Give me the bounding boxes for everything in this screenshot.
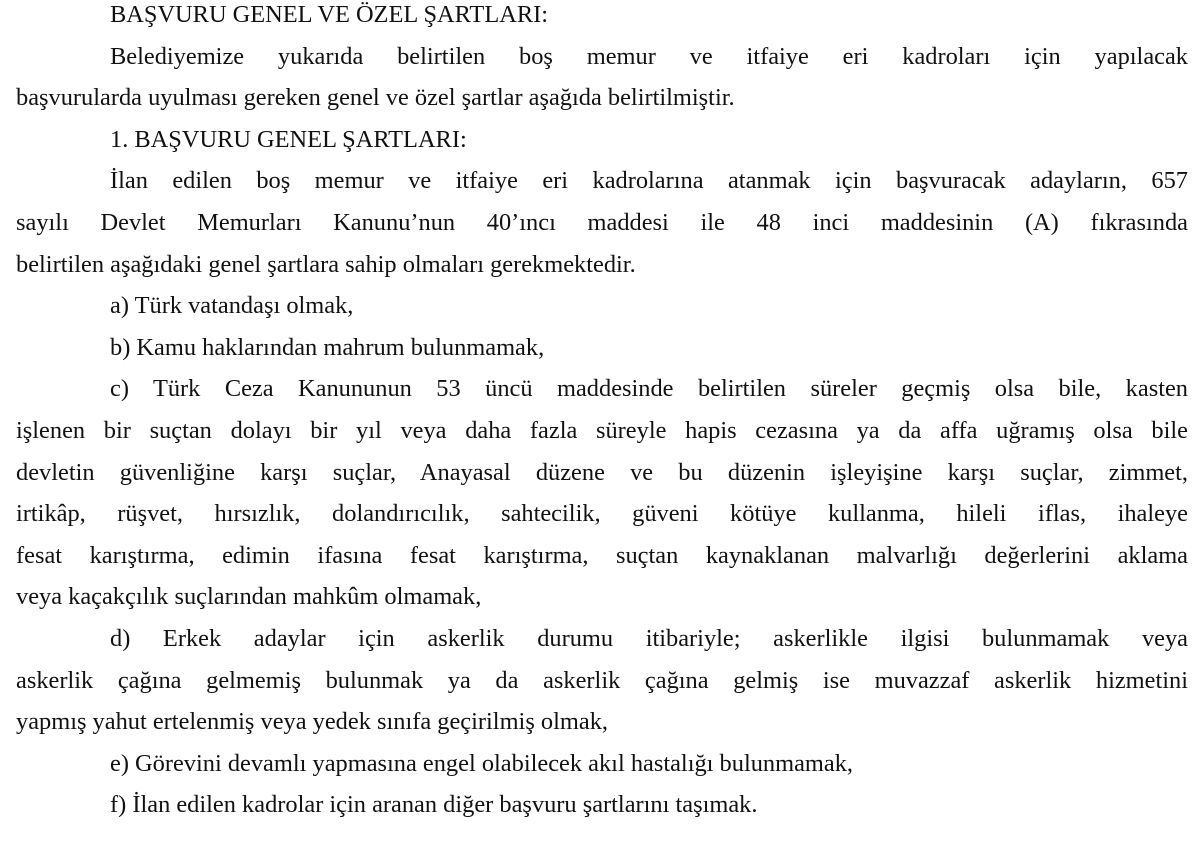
section-intro-paragraph xyxy=(16,160,1188,285)
list-item-c-line-5: fesat karıştırma, edimin ifasına fesat karıştırma, suçtan kaynaklanan malvarlığı değerlerini aklama xyxy=(16,541,1188,569)
list-item-c xyxy=(16,368,1188,618)
list-item-b: b) Kamu haklarından mahrum bulunmamak, xyxy=(110,333,545,361)
list-item-a: a) Türk vatandaşı olmak, xyxy=(110,292,354,320)
list-item-c-line-3: devletin güvenliğine karşı suçlar, Anayasal düzene ve bu düzenin işleyişine karşı suçlar, zimmet, xyxy=(16,458,1188,486)
list-item-c-line-6: veya kaçakçılık suçlarından mahkûm olmamak, xyxy=(16,583,482,611)
list-item-d-line-2: askerlik çağına gelmemiş bulunmak ya da askerlik çağına gelmiş ise muvazzaf askerlik hizmetini xyxy=(16,666,1188,694)
intro-line-2: başvurularda uyulması gereken genel ve özel şartlar aşağıda belirtilmiştir. xyxy=(16,84,735,112)
list-item-d-line-3: yapmış yahut ertelenmiş veya yedek sınıfa geçirilmiş olmak, xyxy=(16,708,608,736)
section-intro-line-1: İlan edilen boş memur ve itfaiye eri kadrolarına atanmak için başvuracak adayların, 657 xyxy=(110,167,1188,195)
intro-paragraph xyxy=(16,36,1188,119)
section-title: 1. BAŞVURU GENEL ŞARTLARI: xyxy=(110,125,467,153)
list-item-c-line-1: c) Türk Ceza Kanununun 53 üncü maddesinde belirtilen süreler geçmiş olsa bile, kasten xyxy=(110,375,1188,403)
list-item-f: f) İlan edilen kadrolar için aranan diğer başvuru şartlarını taşımak. xyxy=(110,791,758,819)
list-item-d-line-1: d) Erkek adaylar için askerlik durumu itibariyle; askerlikle ilgisi bulunmamak veya xyxy=(110,624,1188,652)
section-intro-line-3: belirtilen aşağıdaki genel şartlara sahip olmaları gerekmektedir. xyxy=(16,250,636,278)
list-item-c-line-2: işlenen bir suçtan dolayı bir yıl veya daha fazla süreyle hapis cezasına ya da affa uğramış olsa bile xyxy=(16,416,1188,444)
section-intro-line-2: sayılı Devlet Memurları Kanunu’nun 40’ıncı maddesi ile 48 inci maddesinin (A) fıkrasında xyxy=(16,208,1188,236)
list-item-e: e) Görevini devamlı yapmasına engel olabilecek akıl hastalığı bulunmamak, xyxy=(110,749,853,777)
document-page xyxy=(16,0,1188,826)
list-item-d xyxy=(16,618,1188,743)
list-item-c-line-4: irtikâp, rüşvet, hırsızlık, dolandırıcılık, sahtecilik, güveni kötüye kullanma, hileli iflas, ihaleye xyxy=(16,500,1188,528)
intro-line-1: Belediyemize yukarıda belirtilen boş memur ve itfaiye eri kadroları için yapılacak xyxy=(110,42,1188,70)
document-heading: BAŞVURU GENEL VE ÖZEL ŞARTLARI: xyxy=(110,1,549,28)
